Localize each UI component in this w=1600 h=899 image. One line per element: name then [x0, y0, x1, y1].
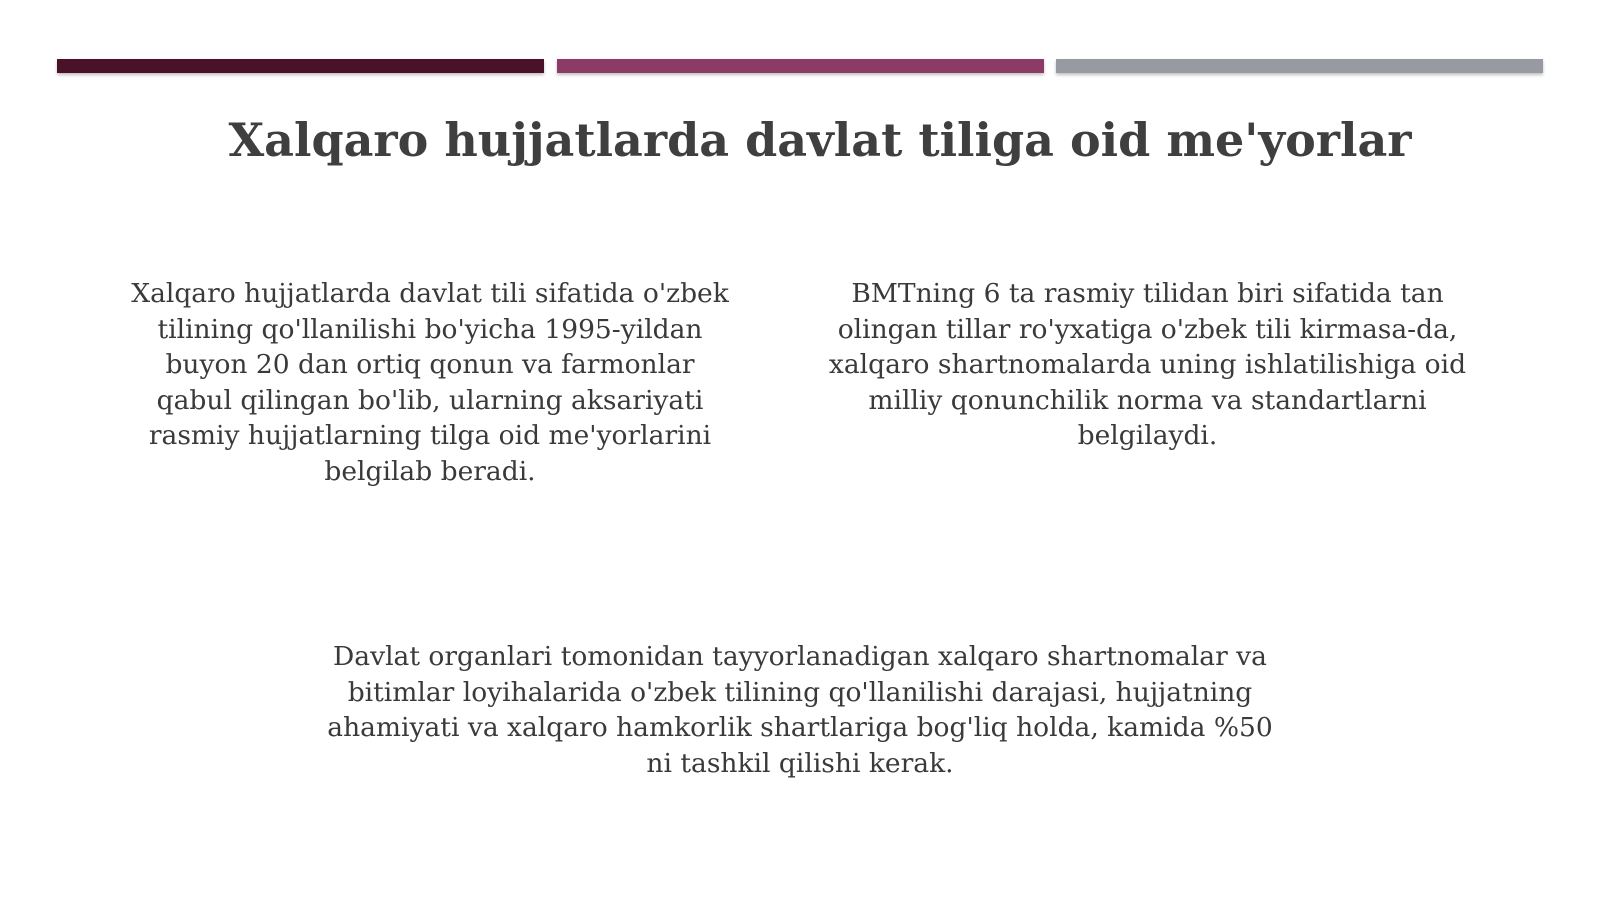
right-text-block: BMTning 6 ta rasmiy tilidan biri sifatida tan olingan tillar ro'yxatiga o'zbek tili kirmasa-da, xalqaro shartnomalarda uning ishlatilishiga oid milliy qonunchilik norma va standartlarni belgilaydi.: [828, 278, 1467, 451]
top-bar-dark: [57, 59, 544, 73]
decorative-top-bars: [57, 59, 1543, 73]
top-bar-gray: [1056, 59, 1543, 73]
left-text-block: Xalqaro hujjatlarda davlat tili sifatida o'zbek tilining qo'llanilishi bo'yicha 1995-yildan buyon 20 dan ortiq qonun va farmonlar qabul qilingan bo'lib, ularning aksariyati rasmiy hujjatlarning tilga oid me'yorlarini belgilab beradi.: [131, 278, 729, 487]
top-bar-magenta: [557, 59, 1044, 73]
bottom-text-block: Davlat organlari tomonidan tayyorlanadigan xalqaro shartnomalar va bitimlar loyihalarida o'zbek tilining qo'llanilishi darajasi, hujjatning ahamiyati va xalqaro hamkorlik shartlariga bog'liq holda, kamida %50 ni tashkil qilishi kerak.: [327, 641, 1273, 779]
slide-title: Xalqaro hujjatlarda davlat tiliga oid me'yorlar: [228, 113, 1412, 167]
